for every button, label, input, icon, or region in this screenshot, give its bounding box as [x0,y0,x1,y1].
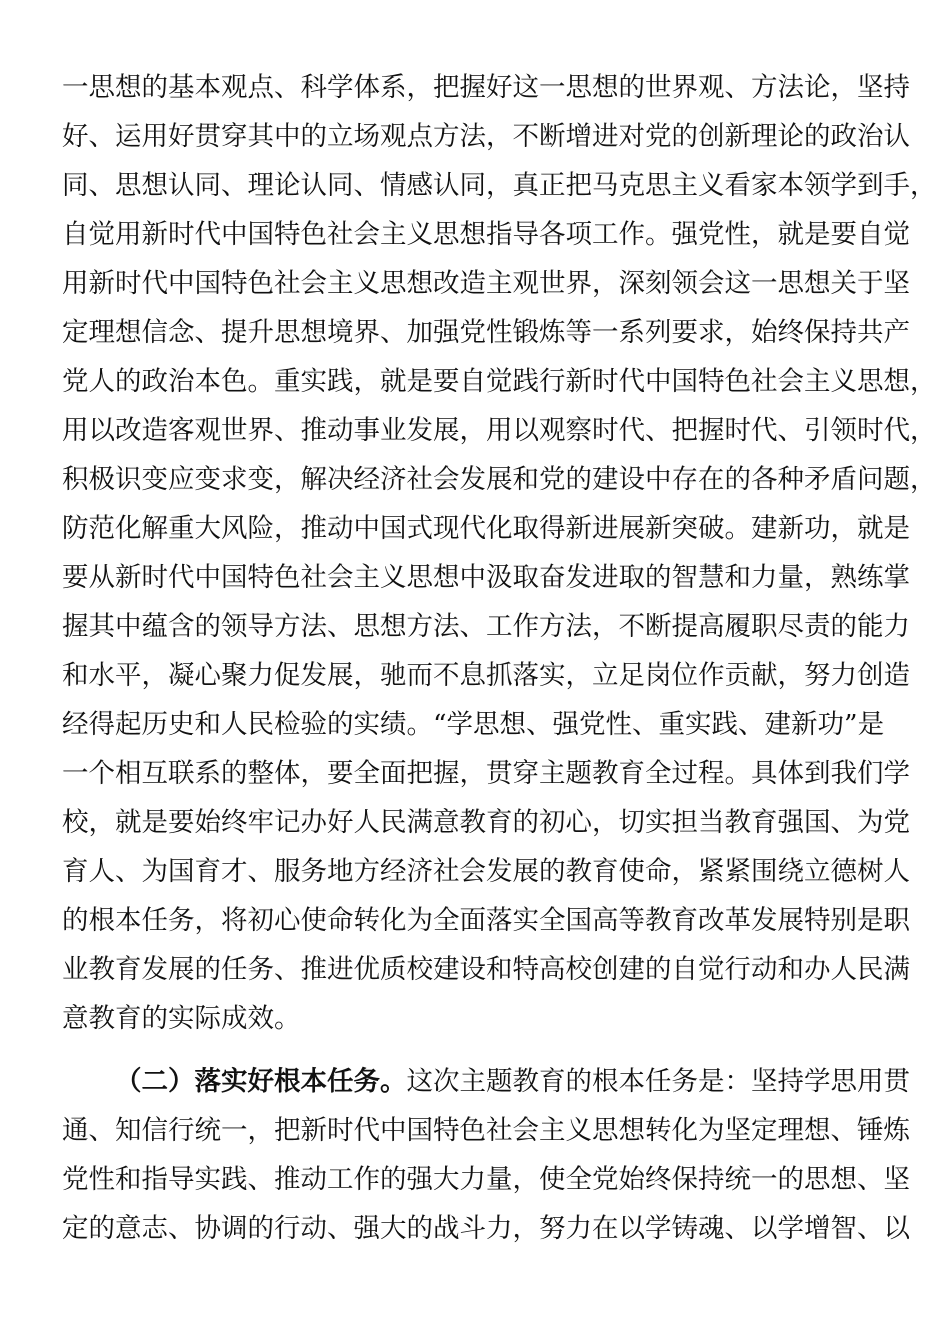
paragraph-1-line: 党人的政治本色。重实践，就是要自觉践行新时代中国特色社会主义思想， [62,366,937,397]
paragraph-2-line: 通、知信行统一，把新时代中国特色社会主义思想转化为坚定理想、锤炼 [62,1115,910,1146]
paragraph-1-line: 握其中蕴含的领导方法、思想方法、工作方法，不断提高履职尽责的能力 [62,611,910,642]
paragraph-1-line: 的根本任务，将初心使命转化为全面落实全国高等教育改革发展特别是职 [62,905,910,936]
paragraph-1-line: 好、运用好贯穿其中的立场观点方法，不断增进对党的创新理论的政治认 [62,121,910,152]
paragraph-1-line: 要从新时代中国特色社会主义思想中汲取奋发进取的智慧和力量，熟练掌 [62,562,910,593]
paragraph-1-line: 和水平，凝心聚力促发展，驰而不息抓落实，立足岗位作贡献，努力创造 [62,660,910,691]
paragraph-2-line: 定的意志、协调的行动、强大的战斗力，努力在以学铸魂、以学增智、以 [62,1213,910,1244]
paragraph-2-first-line-text: 这次主题教育的根本任务是：坚持学思用贯 [406,1066,910,1097]
paragraph-1-line: 意教育的实际成效。 [62,1003,301,1034]
paragraph-2-line: 党性和指导实践、推动工作的强大力量，使全党始终保持统一的思想、坚 [62,1164,910,1195]
paragraph-1-line: 积极识变应变求变，解决经济社会发展和党的建设中存在的各种矛盾问题， [62,464,937,495]
paragraph-1-line: 用以改造客观世界、推动事业发展，用以观察时代、把握时代、引领时代， [62,415,937,446]
paragraph-1-line: 一思想的基本观点、科学体系，把握好这一思想的世界观、方法论，坚持 [62,72,910,103]
paragraph-1-line: 一个相互联系的整体，要全面把握，贯穿主题教育全过程。具体到我们学 [62,758,910,789]
paragraph-1-line: 育人、为国育才、服务地方经济社会发展的教育使命，紧紧围绕立德树人 [62,856,910,887]
paragraph-2-first-line [115,1057,910,1107]
paragraph-1-line: 业教育发展的任务、推进优质校建设和特高校创建的自觉行动和办人民满 [62,954,910,985]
paragraph-1-line: 自觉用新时代中国特色社会主义思想指导各项工作。强党性，就是要自觉 [62,219,910,250]
paragraph-1-line: 经得起历史和人民检验的实绩。“学思想、强党性、重实践、建新功”是 [62,709,885,740]
paragraph-1-line: 防范化解重大风险，推动中国式现代化取得新进展新突破。建新功，就是 [62,513,910,544]
paragraph-1-line: 校，就是要始终牢记办好人民满意教育的初心，切实担当教育强国、为党 [62,807,910,838]
section-heading: （二）落实好根本任务。 [115,1066,407,1097]
paragraph-1-line: 定理想信念、提升思想境界、加强党性锻炼等一系列要求，始终保持共产 [62,317,910,348]
paragraph-1-line: 用新时代中国特色社会主义思想改造主观世界，深刻领会这一思想关于坚 [62,268,910,299]
paragraph-1-line: 同、思想认同、理论认同、情感认同，真正把马克思主义看家本领学到手， [62,170,937,201]
